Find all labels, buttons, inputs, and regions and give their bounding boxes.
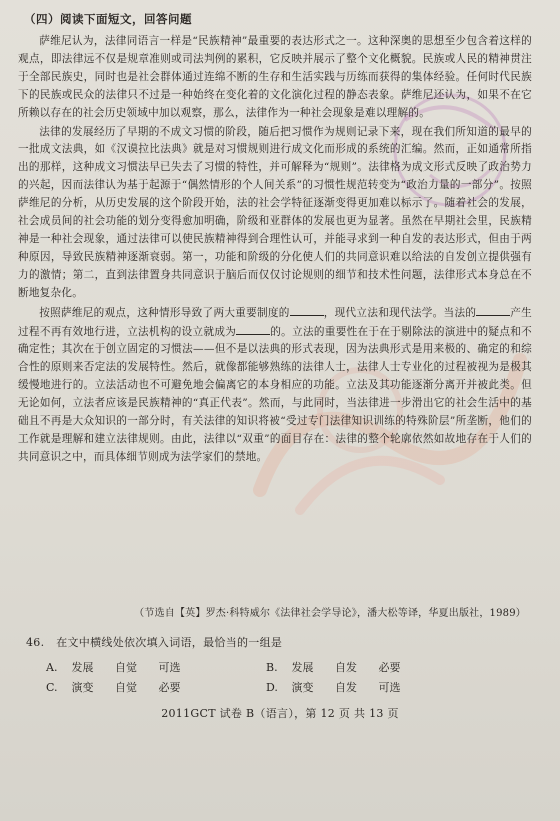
fill-in-blank bbox=[236, 323, 270, 335]
option-letter: D. bbox=[266, 681, 278, 694]
option-word: 发展 bbox=[71, 661, 94, 674]
option-word: 自发 bbox=[335, 681, 357, 694]
option-word: 自觉 bbox=[115, 661, 137, 674]
question-stem bbox=[26, 634, 282, 650]
option-letter: B. bbox=[266, 661, 278, 674]
option-a[interactable] bbox=[46, 658, 266, 678]
option-word: 必要 bbox=[158, 681, 181, 694]
paragraph-1: 萨维尼认为，法律同语言一样是“民族精神”最重要的表达形式之一。这种深奥的思想至少包含着这样的观点，即法律远不仅是规章准则或司法判例的累积，它反映并展示了整个文化概貌。民族或人民的精神贯注于全部民族史，同时也是社会群体通过连绵不断的生存和生活实践与历练而获得的集体经验。任何时代民族下的民族或民众的法律只不过是一种始终在变化着的文化演化过程的静态表象。萨维尼还认为，如果不在它所赖以存在的社会历史领域中加以观察，那么，法律作为一种社会现象是难以理解的。 bbox=[18, 35, 532, 119]
option-word: 发展 bbox=[291, 661, 314, 674]
fill-in-blank bbox=[290, 304, 324, 316]
option-c[interactable] bbox=[46, 678, 266, 698]
paragraph-2: 法律的发展经历了早期的不成文习惯的阶段，随后把习惯作为规则记录下来，现在我们所知道的最早的一批成文法典，如《汉谟拉比法典》就是对习惯规则进行成文化而形成的系统的汇编。然而，正如通常所指出的那样，这种成文习惯法早已失去了习惯的特性，并可解释为“规则”。法律格为成文形式反映了政治势力的兴起，因而法律认为基于起源于“偶然情形的个人间关系”的习惯性规范转变为“政治力量的一部分”。按照萨维尼的分析，从历史发展的这个阶段开始，法的社会学特征逐渐变得更加难以标示了。随着社会的发展，社会成员间的社会功能的划分变得愈加明确，阶级和亚群体的发展也更为显著。虽然在早期社会里，民族精神是一种社会现象，通过法律可以使民族精神得到合理性认可，并能寻求到一种自发的表达形式，但由于两种原因，导致民族精神逐渐衰弱。第一，功能和阶级的分化使人们的共同意识难以给法的自发创立提供强有力的激情；第二，直到法律置身共同意识于脑后而仅仅讨论规则的细节和技术性问题，法律形式本身总在不断地复杂化。 bbox=[18, 125, 532, 299]
option-letter: A. bbox=[46, 661, 58, 674]
question-number: 46. bbox=[26, 636, 45, 649]
option-word: 必要 bbox=[378, 661, 401, 674]
option-word: 可选 bbox=[378, 681, 401, 694]
option-word: 自觉 bbox=[115, 681, 137, 694]
option-word: 自发 bbox=[335, 661, 357, 674]
fill-in-blank bbox=[476, 304, 510, 316]
reading-passage bbox=[18, 33, 532, 468]
section-title: （四）阅读下面短文，回答问题 bbox=[24, 12, 192, 26]
answer-options bbox=[46, 658, 516, 698]
source-citation: （节选自【英】罗杰·科特威尔《法律社会学导论》，潘大松等译，华夏出版社，1989） bbox=[134, 608, 526, 619]
option-letter: C. bbox=[46, 681, 58, 694]
option-word: 演变 bbox=[71, 681, 94, 694]
option-word: 可选 bbox=[158, 661, 181, 674]
page-footer: 2011GCT 试卷 B（语言），第 12 页 共 13 页 bbox=[161, 707, 399, 720]
option-word: 演变 bbox=[291, 681, 314, 694]
question-text: 在文中横线处依次填入词语，最恰当的一组是 bbox=[56, 636, 283, 649]
option-d[interactable] bbox=[266, 678, 486, 698]
option-b[interactable] bbox=[266, 658, 486, 678]
paragraph-3: 按照萨维尼的观点，这种情形导致了两大重要制度的 ，现代立法和现代法学。当法的 产生过程不再有效地行进，立法机构的设立就成为 的。立法的重要性在于在于剔除法的演进中的疑点和不确定性；其次在于创立固定的习惯法——但不是以法典的形式表现，因为法典形式是用来极的、确定的和综合性的原则来否定法的发展特性。然后，就像都能够熟练的法律人士，法律人士专业化的过程被视为是极其缓慢地进行的。立法活动也不可避免地会偏离它的本身相应的功能。立法及其功能逐渐分离开并被此类。但无论如何，立法者应该是民族精神的“真正代表”。然而，与此同时，当法律进一步滑出它的社会生活中的基础且不再是大众知识的一部分时，有关法律的知识将被“受过专门法律知识训练的特殊阶层”所垄断，他们的工作就是理解和建立法律规则。由此，法律以“双重”的面目存在：法律的整个轮廓依然如故地存在于人们的共同意识之中，而具体细节则成为法学家们的禁地。 bbox=[18, 304, 532, 467]
